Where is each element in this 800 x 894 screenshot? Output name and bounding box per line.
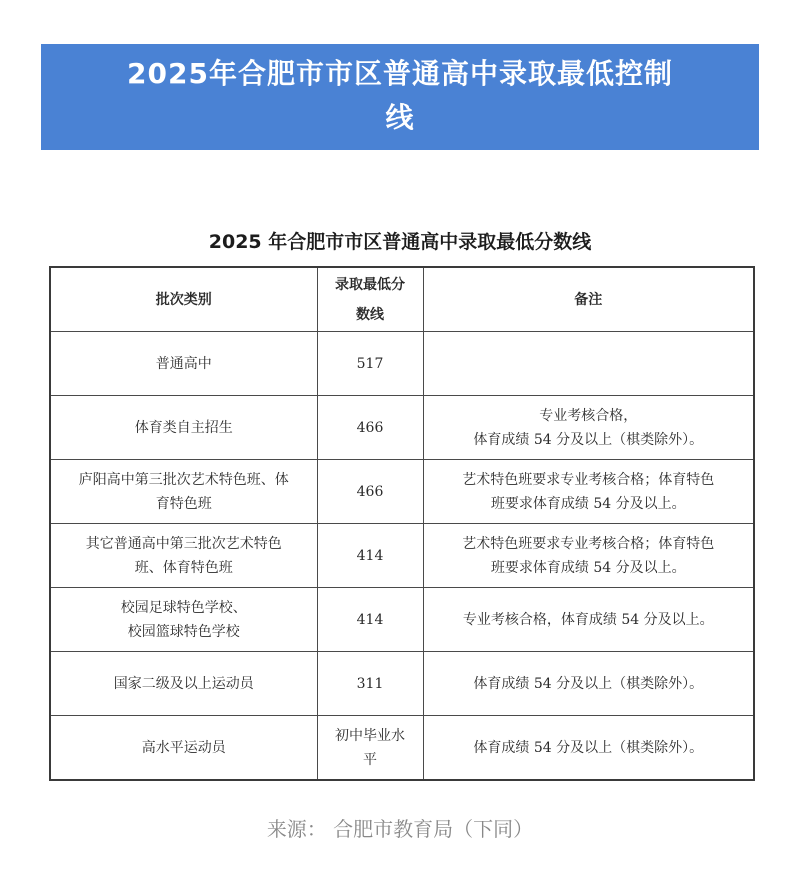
header-notes-label: 备注 [574, 291, 603, 308]
headline-line-2: 线 [385, 101, 415, 134]
cell-text: 体育成绩 54 分及以上（棋类除外）。 [473, 739, 704, 756]
cell-score [317, 396, 423, 460]
header-category-label: 批次类别 [155, 291, 212, 308]
cell-notes [423, 524, 754, 588]
cell-text: 466 [356, 483, 384, 500]
table-row [50, 332, 754, 396]
table-row [50, 716, 754, 781]
cell-text: 414 [356, 611, 384, 628]
table-row [50, 396, 754, 460]
cell-text: 校园篮球特色学校 [127, 623, 240, 640]
cell-text: 高水平运动员 [141, 739, 226, 756]
cell-notes [423, 588, 754, 652]
cell-score [317, 716, 423, 781]
cell-text: 普通高中 [155, 355, 212, 372]
cell-score [317, 524, 423, 588]
cell-category [50, 524, 317, 588]
table-row [50, 524, 754, 588]
cell-text: 平 [363, 751, 377, 768]
cell-text: 国家二级及以上运动员 [113, 675, 254, 692]
cell-category [50, 332, 317, 396]
cell-text: 班要求体育成绩 54 分及以上。 [490, 495, 686, 512]
cell-text: 班、体育特色班 [134, 559, 233, 576]
cell-category [50, 652, 317, 716]
source-caption: 来源： 合肥市教育局（下同） [266, 817, 534, 841]
cell-text: 校园足球特色学校、 [120, 599, 247, 616]
cell-text: 专业考核合格，体育成绩 54 分及以上。 [462, 611, 714, 628]
cell-category [50, 396, 317, 460]
cell-text: 庐阳高中第三批次艺术特色班、体 [78, 471, 289, 488]
header-min-score-label-1: 录取最低分 [335, 276, 405, 293]
table-header-row [50, 267, 754, 332]
cell-text: 艺术特色班要求专业考核合格；体育特色 [462, 471, 715, 488]
table-row [50, 588, 754, 652]
cell-text: 体育类自主招生 [134, 419, 233, 436]
cell-text: 育特色班 [155, 495, 212, 512]
headline-line-1: 2025年合肥市市区普通高中录取最低控制 [127, 57, 673, 90]
cell-text: 班要求体育成绩 54 分及以上。 [490, 559, 686, 576]
cell-category [50, 716, 317, 781]
admission-score-table [49, 266, 755, 781]
cell-category [50, 460, 317, 524]
cell-score [317, 460, 423, 524]
header-min-score [317, 267, 423, 332]
cell-text: 艺术特色班要求专业考核合格；体育特色 [462, 535, 715, 552]
table-row [50, 460, 754, 524]
cell-text: 专业考核合格， [539, 407, 638, 424]
cell-score [317, 332, 423, 396]
cell-notes [423, 716, 754, 781]
cell-notes [423, 396, 754, 460]
cell-notes [423, 332, 754, 396]
table-row [50, 652, 754, 716]
cell-text: 其它普通高中第三批次艺术特色 [85, 535, 282, 552]
cell-text: 517 [356, 355, 384, 372]
cell-text: 体育成绩 54 分及以上（棋类除外）。 [473, 675, 704, 692]
cell-text: 体育成绩 54 分及以上（棋类除外）。 [473, 431, 704, 448]
cell-category [50, 588, 317, 652]
cell-notes [423, 460, 754, 524]
cell-text: 311 [356, 675, 384, 692]
headline-banner [41, 44, 759, 150]
cell-text: 466 [356, 419, 384, 436]
table-title: 2025 年合肥市市区普通高中录取最低分数线 [208, 231, 592, 253]
header-notes [423, 267, 754, 332]
header-category [50, 267, 317, 332]
cell-score [317, 588, 423, 652]
cell-text: 414 [356, 547, 384, 564]
cell-notes [423, 652, 754, 716]
header-min-score-label-2: 数线 [356, 306, 384, 323]
cell-score [317, 652, 423, 716]
cell-text: 初中毕业水 [335, 727, 405, 744]
